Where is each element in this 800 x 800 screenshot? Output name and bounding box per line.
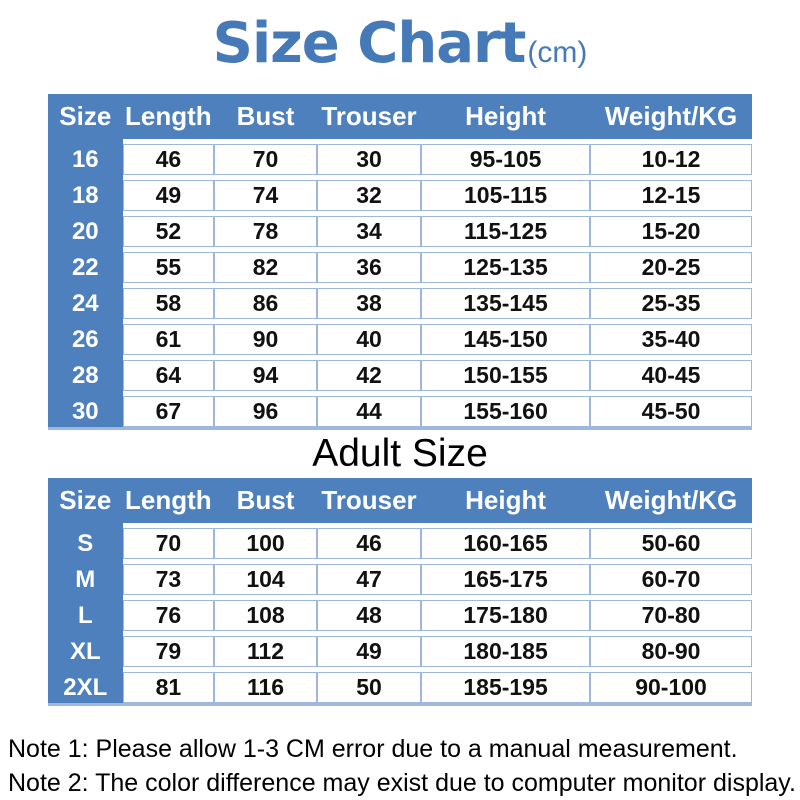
value-cell: 180-185 — [421, 636, 590, 667]
size-cell: L — [77, 601, 93, 629]
adult-size-table-wrap — [48, 478, 752, 706]
value-cell: 115-125 — [421, 216, 590, 247]
value-cell: 155-160 — [421, 396, 590, 427]
adult-size-table — [48, 478, 752, 706]
value-cell: 165-175 — [421, 564, 590, 595]
column-header: Height — [421, 478, 590, 523]
size-cell: S — [77, 529, 94, 557]
value-cell: 70 — [123, 528, 215, 559]
value-cell: 100 — [214, 528, 317, 559]
value-cell: 15-20 — [590, 216, 752, 247]
value-cell: 12-15 — [590, 180, 752, 211]
value-cell: 50 — [317, 672, 421, 703]
column-header: Bust — [214, 478, 317, 523]
value-cell: 160-165 — [421, 528, 590, 559]
value-cell: 175-180 — [421, 600, 590, 631]
value-cell: 74 — [214, 180, 317, 211]
kids-table-header — [48, 94, 752, 139]
value-cell: 38 — [317, 288, 421, 319]
column-header: Height — [421, 94, 590, 139]
table-row — [48, 324, 752, 355]
column-header: Trouser — [317, 94, 421, 139]
size-cell: M — [75, 565, 96, 593]
value-cell: 70 — [214, 144, 317, 175]
value-cell: 94 — [214, 360, 317, 391]
value-cell: 55 — [123, 252, 215, 283]
column-header: Weight/KG — [590, 478, 752, 523]
table-row — [48, 180, 752, 211]
size-cell: 18 — [71, 181, 99, 209]
size-cell: 20 — [71, 217, 99, 245]
column-header: Size — [48, 94, 123, 139]
value-cell: 76 — [123, 600, 215, 631]
column-header: Weight/KG — [590, 94, 752, 139]
value-cell: 150-155 — [421, 360, 590, 391]
title-text: Size Chart — [212, 11, 526, 76]
value-cell: 48 — [317, 600, 421, 631]
value-cell: 50-60 — [590, 528, 752, 559]
value-cell: 44 — [317, 396, 421, 427]
kids-size-table — [48, 94, 752, 430]
adult-table-body — [48, 528, 752, 703]
column-header: Length — [123, 94, 215, 139]
adult-size-heading: Adult Size — [312, 432, 488, 475]
value-cell: 45-50 — [590, 396, 752, 427]
size-cell: 30 — [71, 397, 99, 425]
adult-table-header — [48, 478, 752, 523]
value-cell: 47 — [317, 564, 421, 595]
value-cell: 46 — [123, 144, 215, 175]
table-row — [48, 360, 752, 391]
value-cell: 42 — [317, 360, 421, 391]
value-cell: 112 — [214, 636, 317, 667]
table-row — [48, 672, 752, 703]
note-line-1: Note 1: Please allow 1-3 CM error due to a manual measurement. — [8, 735, 738, 763]
value-cell: 116 — [214, 672, 317, 703]
value-cell: 185-195 — [421, 672, 590, 703]
size-cell: XL — [69, 637, 101, 665]
value-cell: 90 — [214, 324, 317, 355]
notes-block — [0, 732, 800, 800]
value-cell: 32 — [317, 180, 421, 211]
value-cell: 20-25 — [590, 252, 752, 283]
value-cell: 40 — [317, 324, 421, 355]
size-cell: 2XL — [63, 673, 108, 701]
value-cell: 49 — [317, 636, 421, 667]
value-cell: 145-150 — [421, 324, 590, 355]
value-cell: 58 — [123, 288, 215, 319]
kids-table-body — [48, 144, 752, 427]
value-cell: 52 — [123, 216, 215, 247]
size-cell: 26 — [71, 325, 99, 353]
note-line-2: Note 2: The color difference may exist due to computer monitor display. — [8, 769, 796, 797]
table-row — [48, 528, 752, 559]
value-cell: 25-35 — [590, 288, 752, 319]
value-cell: 10-12 — [590, 144, 752, 175]
table-row — [48, 144, 752, 175]
kids-size-table-wrap — [48, 94, 752, 430]
value-cell: 135-145 — [421, 288, 590, 319]
value-cell: 96 — [214, 396, 317, 427]
value-cell: 36 — [317, 252, 421, 283]
value-cell: 73 — [123, 564, 215, 595]
value-cell: 35-40 — [590, 324, 752, 355]
value-cell: 30 — [317, 144, 421, 175]
table-row — [48, 600, 752, 631]
value-cell: 104 — [214, 564, 317, 595]
header-row — [48, 478, 752, 523]
value-cell: 108 — [214, 600, 317, 631]
value-cell: 60-70 — [590, 564, 752, 595]
table-row — [48, 564, 752, 595]
column-header: Trouser — [317, 478, 421, 523]
size-cell: 24 — [71, 289, 99, 317]
page-title — [0, 0, 800, 86]
column-header: Bust — [214, 94, 317, 139]
value-cell: 90-100 — [590, 672, 752, 703]
value-cell: 82 — [214, 252, 317, 283]
value-cell: 81 — [123, 672, 215, 703]
size-cell: 22 — [71, 253, 99, 281]
value-cell: 61 — [123, 324, 215, 355]
value-cell: 78 — [214, 216, 317, 247]
value-cell: 34 — [317, 216, 421, 247]
value-cell: 67 — [123, 396, 215, 427]
column-header: Length — [123, 478, 215, 523]
value-cell: 105-115 — [421, 180, 590, 211]
value-cell: 40-45 — [590, 360, 752, 391]
value-cell: 86 — [214, 288, 317, 319]
value-cell: 79 — [123, 636, 215, 667]
table-row — [48, 396, 752, 427]
table-row — [48, 216, 752, 247]
header-row — [48, 94, 752, 139]
value-cell: 46 — [317, 528, 421, 559]
size-cell: 16 — [71, 145, 99, 173]
value-cell: 80-90 — [590, 636, 752, 667]
value-cell: 70-80 — [590, 600, 752, 631]
table-row — [48, 252, 752, 283]
value-cell: 95-105 — [421, 144, 590, 175]
column-header: Size — [48, 478, 123, 523]
table-row — [48, 288, 752, 319]
size-cell: 28 — [71, 361, 99, 389]
value-cell: 125-135 — [421, 252, 590, 283]
value-cell: 64 — [123, 360, 215, 391]
title-unit-label: (cm) — [527, 36, 588, 69]
table-row — [48, 636, 752, 667]
value-cell: 49 — [123, 180, 215, 211]
